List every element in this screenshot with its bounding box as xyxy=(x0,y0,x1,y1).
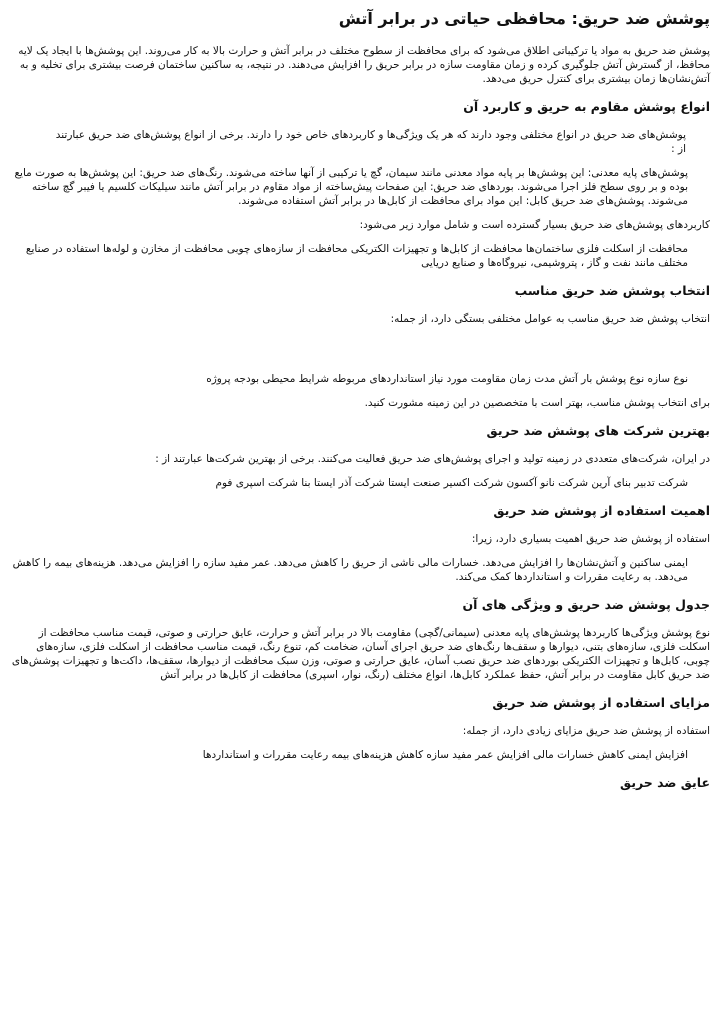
section-heading-insulation: عایق ضد حریق xyxy=(620,775,710,790)
table-paragraph-1: نوع پوشش ویژگی‌ها کاربردها پوشش‌های پایه معدنی (سیمانی/گچی) مقاومت بالا در برابر آتش و حرارت، عایق حرارتی و صوتی، قیمت مناسب محافظت از اسکلت فلزی، سازه‌های بتنی، دیوارها و سقف‌ها رنگ‌های ضد حریق اجرای آسان، ضخامت کم، تنوع رنگ، قیمت مناسب محافظت از اسکلت فلزی، سازه‌های چوبی، کابل‌ها و تجهیزات الکتریکی بوردهای ضد حریق نصب آسان، عایق حرارتی و صوتی، وزن سبک محافظت از دیوارها، سقف‌ها، داکت‌ها و تجهیزات پوشش‌های ضد حریق کابل مقاومت در برابر آتش، حفظ عملکرد کابل‌ها، انواع مختلف (رنگ، نوار، اسپری) محافظت از کابل‌ها در برابر آتش xyxy=(11,627,710,681)
companies-paragraph-1: در ایران، شرکت‌های متعددی در زمینه تولید و اجرای پوشش‌های ضد حریق فعالیت می‌کنند. برخی از بهترین شرکت‌ها عبارتند از : xyxy=(155,453,710,465)
section-heading-table: جدول پوشش ضد حریق و ویژگی های آن xyxy=(462,597,710,612)
importance-paragraph-2: ایمنی ساکنین و آتش‌نشان‌ها را افزایش می‌دهد. خسارات مالی ناشی از حریق را کاهش می‌دهد. عمر مفید سازه را افزایش می‌دهد. هزینه‌های بیمه را کاهش می‌دهد. به رعایت مقررات و استانداردها کمک می‌کند. xyxy=(12,557,688,583)
companies-paragraph-2: شرکت تدبیر بنای آرین شرکت نانو آکسون شرکت اکسیر صنعت ایستا شرکت آذر ایستا بنا شرکت اسپری فوم xyxy=(215,477,688,489)
blank-space xyxy=(10,336,710,372)
selection-paragraph-1: انتخاب پوشش ضد حریق مناسب به عوامل مختلفی بستگی دارد، از جمله: xyxy=(390,313,710,325)
intro-paragraph: پوشش ضد حریق به مواد یا ترکیباتی اطلاق می‌شود که برای محافظت از سطوح مختلف در برابر آتش و حرارت بالا به کار می‌روند. این پوشش‌ها با ایجاد یک لایه محافظ، از گسترش آتش جلوگیری کرده و زمان مقاومت سازه در برابر حریق را افزایش می‌دهند. در نتیجه، به ساکنین ساختمان فرصت بیشتری برای تخلیه و به آتش‌نشان‌ها زمان بیشتری برای کنترل حریق می‌دهد. xyxy=(18,45,710,85)
selection-paragraph-2: نوع سازه نوع پوشش بار آتش مدت زمان مقاومت مورد نیاز استانداردهای مربوطه شرایط محیطی بودجه پروژه xyxy=(206,373,688,385)
types-paragraph-1: پوشش‌های ضد حریق در انواع مختلفی وجود دارند که هر یک ویژگی‌ها و کاربردهای خاص خود را دارند. برخی از انواع پوشش‌های ضد حریق عبارتند از : xyxy=(55,129,686,155)
selection-paragraph-3: برای انتخاب پوشش مناسب، بهتر است با متخصصین در این زمینه مشورت کنید. xyxy=(364,397,710,409)
benefits-paragraph-2: افزایش ایمنی کاهش خسارات مالی افزایش عمر مفید سازه کاهش هزینه‌های بیمه رعایت مقررات و استانداردها xyxy=(202,749,688,761)
section-heading-importance: اهمیت استفاده از پوشش ضد حریق xyxy=(493,503,710,518)
benefits-paragraph-1: استفاده از پوشش ضد حریق مزایای زیادی دارد، از جمله: xyxy=(462,725,710,737)
section-heading-types: انواع پوشش مقاوم به حریق و کاربرد آن xyxy=(463,99,710,114)
section-heading-selection: انتخاب پوشش ضد حریق مناسب xyxy=(514,283,710,298)
types-paragraph-2: پوشش‌های پایه معدنی: این پوشش‌ها بر پایه مواد معدنی مانند سیمان، گچ یا ترکیبی از آنها ساخته می‌شوند. رنگ‌های ضد حریق: این پوشش‌ها به صورت مایع بوده و بر روی سطح فلز اجرا می‌شوند. بوردهای ضد حریق: این صفحات پیش‌ساخته از مواد مقاوم در برابر آتش مانند سیلیکات کلسیم یا فیبر گچ ساخته می‌شوند. پوشش‌های ضد حریق کابل: این مواد برای محافظت از کابل‌ها در برابر آتش استفاده می‌شوند. xyxy=(14,167,688,207)
section-heading-benefits: مزایای استفاده از پوشش ضد حریق xyxy=(492,695,710,710)
importance-paragraph-1: استفاده از پوشش ضد حریق اهمیت بسیاری دارد، زیرا: xyxy=(471,533,710,545)
types-paragraph-3: کاربردهای پوشش‌های ضد حریق بسیار گسترده است و شامل موارد زیر می‌شود: xyxy=(359,219,710,231)
section-heading-companies: بهترین شرکت های پوشش ضد حریق xyxy=(486,423,710,438)
types-paragraph-4: محافظت از اسکلت فلزی ساختمان‌ها محافظت از کابل‌ها و تجهیزات الکتریکی محافظت از سازه‌های چوبی محافظت از مخازن و لوله‌ها استفاده در صنایع مختلف مانند نفت و گاز ، پتروشیمی، نیروگاه‌ها و صنایع دریایی xyxy=(25,243,688,269)
page-title: پوشش ضد حریق: محافظی حیاتی در برابر آتش xyxy=(338,9,710,28)
